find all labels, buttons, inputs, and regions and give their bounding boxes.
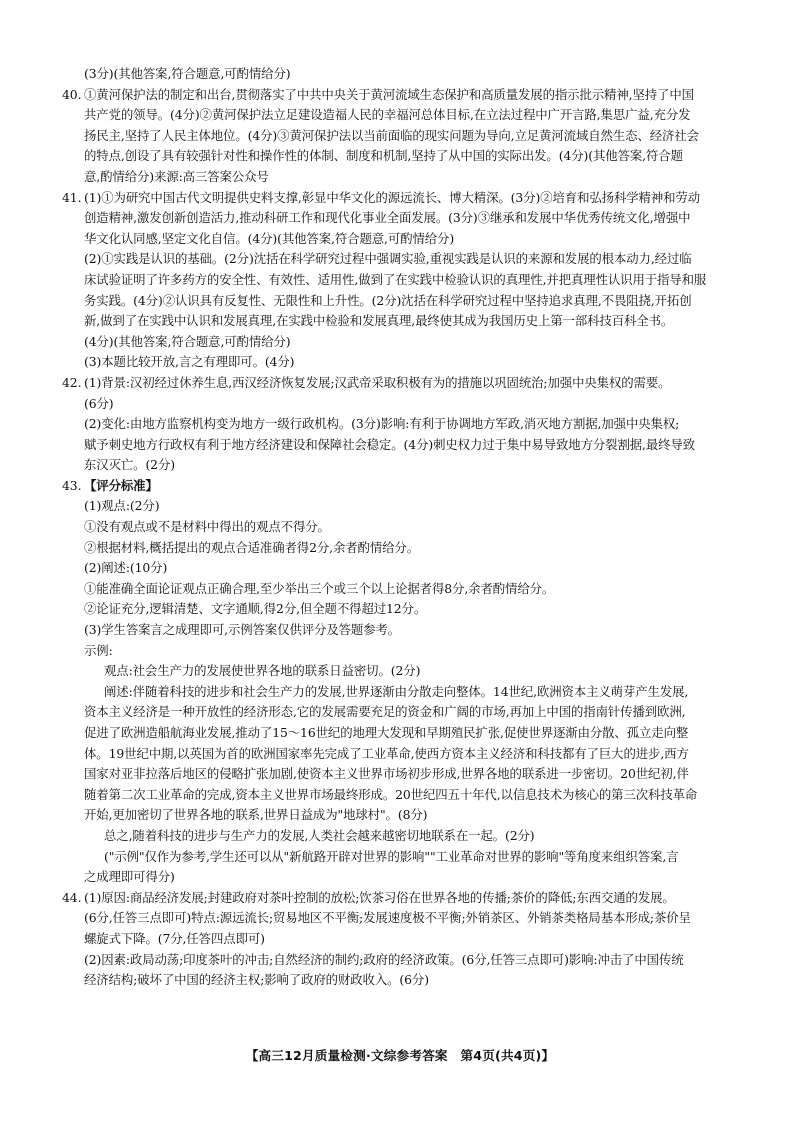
q43-line-1: 43. 【评分标准】 <box>62 476 748 497</box>
text-line: (3)本题比较开放,言之有理即可。(4分) <box>84 354 295 370</box>
text-line: (3)学生答案言之成理即可,示例答案仅供评分及答题参考。 <box>84 622 401 638</box>
text-line: ①没有观点或不是材料中得出的观点不得分。 <box>84 519 330 535</box>
text-line: 经济结构;破坏了中国的经济主权;影响了政府的财政收入。(6分) <box>84 972 429 988</box>
text-line: 开始,更加密切了世界各地的联系,世界日益成为"地球村"。(8分) <box>84 807 428 823</box>
text-line: ②论证充分,逻辑清楚、文字通顺,得2分,但全题不得超过12分。 <box>84 601 427 617</box>
text-line: 促进了欧洲造船航海业发展,推动了15～16世纪的地理大发现和早期殖民扩张,促使世界逐渐由分散、孤立走向整 <box>84 725 689 740</box>
answer-page <box>62 64 748 991</box>
text-line: 资本主义经济是一种开放性的经济形态,它的发展需要充足的资金和广阔的市场,再加上中国的指南针传播到欧洲, <box>84 704 686 720</box>
q41-line-1: 41. (1)①为研究中国古代文明提供史料支撑,彰显中华文化的源远流长、博大精深。(3分)②培育和弘扬科学精神和劳动 <box>62 188 748 209</box>
text-line: 东汉灭亡。(2分) <box>84 457 175 473</box>
question-number: 42. <box>62 374 82 390</box>
text-line: 赋予刺史地方行政权有利于地方经济建设和保障社会稳定。(4分)刺史权力过于集中易导致地方分裂割据,最终导致 <box>84 436 696 452</box>
text-line: 之成理即可得分) <box>84 869 175 885</box>
question-number: 41. <box>62 189 82 205</box>
text-line: (6分) <box>84 395 114 411</box>
q40-line-1: 40. ①黄河保护法的制定和出台,贯彻落实了中共中央关于黄河流域生态保护和高质量发展的指示批示精神,坚持了中国 <box>62 85 748 106</box>
text-line: 共产党的领导。(4分)②黄河保护法立足建设造福人民的幸福河总体目标,在立法过程中广开言路,集思广益,充分发 <box>84 107 691 123</box>
text-line: 的特点,创设了具有较强针对性和操作性的体制、制度和机制,坚持了从中国的实际出发。(4分)(其他答案,符合题 <box>84 148 683 164</box>
text-line: 观点:社会生产力的发展使世界各地的联系日益密切。(2分) <box>104 663 421 679</box>
question-number: 40. <box>62 86 82 102</box>
text-line: 务实践。(4分)②认识具有反复性、无限性和上升性。(2分)沈括在科学研究过程中坚持追求真理,不畏阻挠,开拓创 <box>84 292 692 308</box>
text-line: 扬民主,坚持了人民主体地位。(4分)③黄河保护法以当前面临的现实问题为导向,立足黄河流域自然生态、经济社会 <box>84 127 699 143</box>
text-line: 总之,随着科技的进步与生产力的发展,人类社会越来越密切地联系在一起。(2分) <box>104 827 535 843</box>
text-line: (3分)(其他答案,符合题意,可酌情给分) <box>84 66 291 81</box>
text-line: (2)变化:由地方监察机构变为地方一级行政机构。(3分)影响:有利于协调地方军政,消灭地方割据,加强中央集权; <box>84 416 680 432</box>
text-line: 床试验证明了许多药方的安全性、有效性、适用性,做到了在实践中检验认识的真理性,并把真理性认识用于指导和服 <box>84 271 707 287</box>
text-line: (1)观点:(2分) <box>84 498 160 514</box>
text-line: (2)阐述:(10分) <box>84 560 168 576</box>
text-line: 新,做到了在实践中认识和发展真理,在实践中检验和发展真理,最终使其成为我国历史上第一部科技百科全书。 <box>84 313 674 329</box>
text-line: 国家对亚非拉落后地区的侵略扩张加剧,使资本主义世界市场初步形成,世界各地的联系进一步密切。20世纪初,伴 <box>84 766 689 782</box>
text-line: 创造精神,激发创新创造活力,推动科研工作和现代化事业全面发展。(3分)③继承和发展中华优秀传统文化,增强中 <box>84 210 691 226</box>
question-number: 44. <box>62 889 82 905</box>
text-line: (2)①实践是认识的基础。(2分)沈括在科学研究过程中强调实验,重视实践是认识的来源和发展的根本动力,经过临 <box>84 251 692 267</box>
text-line: 示例: <box>84 642 113 658</box>
text-line: ②根据材料,概括提出的观点合适准确者得2分,余者酌情给分。 <box>84 539 420 555</box>
text-line: 螺旋式下降。(7分,任答四点即可) <box>84 930 265 946</box>
q42-line-1: 42. (1)背景:汉初经过休养生息,西汉经济恢复发展;汉武帝采取积极有为的措施以巩固统治;加强中央集权的需要。 <box>62 373 748 394</box>
question-number: 43. <box>62 477 82 493</box>
text-line: 阐述:伴随着科技的进步和社会生产力的发展,世界逐渐由分散走向整体。14世纪,欧洲资本主义萌芽产生发展, <box>104 683 689 699</box>
q44-line-1: 44. (1)原因:商品经济发展;封建政府对茶叶控制的放松;饮茶习俗在世界各地的传播;茶价的降低;东西交通的发展。 <box>62 888 748 909</box>
text-line: ("示例"仅作为参考,学生还可以从"新航路开辟对世界的影响""工业革命对世界的影响"等角度来组织答案,言 <box>104 848 679 864</box>
text-line: (2)因素:政局动荡;印度茶叶的冲击;自然经济的制约;政府的经济政策。(6分,任答三点即可)影响:冲击了中国传统 <box>84 951 684 967</box>
text-line: ①能准确全面论证观点正确合理,至少举出三个或三个以上论据者得8分,余者酌情给分。 <box>84 580 555 596</box>
text-line: 随着第二次工业革命的完成,资本主义世界市场最终形成。20世纪四五十年代,以信息技术为核心的第三次科技革命 <box>84 786 698 802</box>
text-line: 意,酌情给分)来源:高三答案公众号 <box>84 168 269 184</box>
text-line: (4分)(其他答案,符合题意,可酌情给分) <box>84 333 291 349</box>
page-footer: 【高三12月质量检测·文综参考答案 第4页(共4页)】 <box>245 1048 555 1063</box>
text-line: (6分,任答三点即可)特点:源远流长;贸易地区不平衡;发展速度极不平衡;外销茶区、外销茶类格局基本形成;茶价呈 <box>84 910 691 926</box>
text-line: 华文化认同感,坚定文化自信。(4分)(其他答案,符合题意,可酌情给分) <box>84 230 455 246</box>
text-line: 体。19世纪中期,以英国为首的欧洲国家率先完成了工业革命,使西方资本主义经济和科技都有了巨大的进步,西方 <box>84 745 689 761</box>
